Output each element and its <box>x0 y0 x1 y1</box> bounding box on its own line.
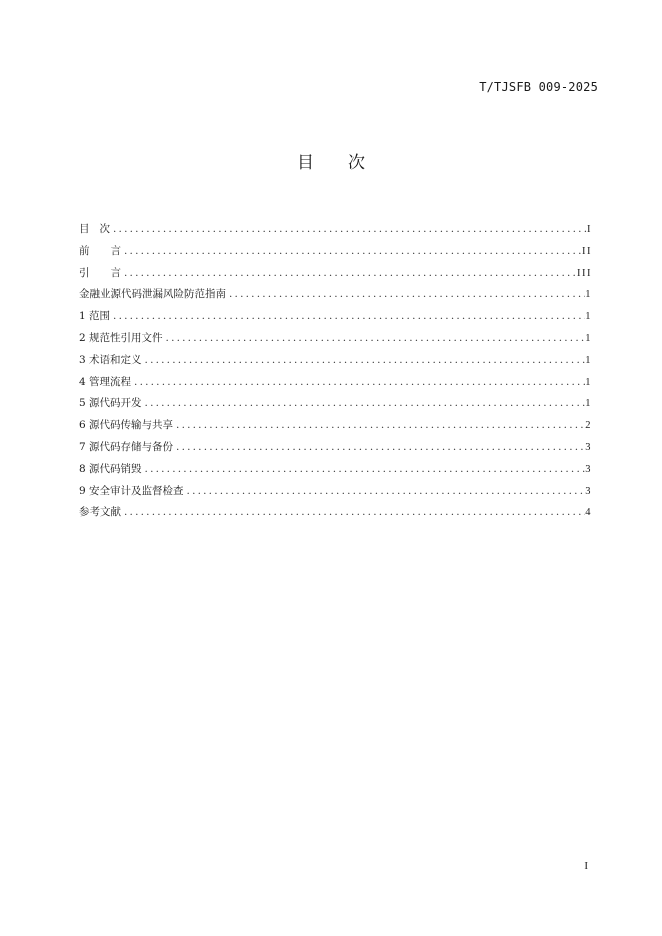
toc-entry-foreword[interactable] <box>79 243 592 265</box>
toc-entry-label: 前 言 <box>79 244 121 257</box>
toc-entry-page: 1 <box>585 376 592 388</box>
toc-entry-page: 4 <box>585 507 592 519</box>
toc-leader-dots <box>132 376 585 388</box>
toc-leader-dots <box>143 463 586 475</box>
toc-entry-label: 引 言 <box>79 266 121 279</box>
toc-entry-page: 1 <box>585 354 592 366</box>
toc-entry-terms-definitions[interactable] <box>79 352 592 374</box>
toc-entry-page: I <box>587 224 592 235</box>
toc-entry-contents[interactable] <box>79 221 592 243</box>
toc-entry-label: 5 源代码开发 <box>79 397 142 410</box>
toc-entry-source-destruction[interactable] <box>79 461 592 483</box>
toc-leader-dots <box>174 441 585 453</box>
page-number: I <box>584 860 588 872</box>
toc-entry-label: 2 规范性引用文件 <box>79 331 163 344</box>
toc-entry-page: 1 <box>585 398 592 410</box>
toc-leader-dots <box>122 245 582 257</box>
toc-entry-page: 1 <box>585 332 592 344</box>
toc-entry-page: II <box>582 245 592 257</box>
toc-entry-page: 3 <box>585 485 592 497</box>
toc-leader-dots <box>174 419 585 431</box>
toc-leader-dots <box>143 397 586 409</box>
document-code: T/TJSFB 009-2025 <box>479 80 598 94</box>
toc-leader-dots <box>227 288 585 300</box>
toc-entry-source-transfer-sharing[interactable] <box>79 417 592 439</box>
toc-entry-guide-title[interactable] <box>79 286 592 308</box>
toc-entry-label: 3 术语和定义 <box>79 353 142 366</box>
table-of-contents <box>79 221 592 526</box>
toc-leader-dots <box>122 267 577 279</box>
toc-entry-label: 金融业源代码泄漏风险防范指南 <box>79 288 226 301</box>
toc-entry-page: 3 <box>585 441 592 453</box>
toc-entry-label: 6 源代码传输与共享 <box>79 419 174 432</box>
toc-entry-bibliography[interactable] <box>79 504 592 526</box>
toc-leader-dots <box>143 354 586 366</box>
toc-entry-security-audit[interactable] <box>79 483 592 505</box>
toc-leader-dots <box>111 223 587 235</box>
toc-entry-page: 1 <box>585 289 592 301</box>
toc-entry-normative-references[interactable] <box>79 330 592 352</box>
toc-entry-page: III <box>577 267 592 279</box>
toc-leader-dots <box>185 485 586 497</box>
toc-leader-dots <box>164 332 586 344</box>
toc-entry-management-process[interactable] <box>79 374 592 396</box>
toc-entry-introduction[interactable] <box>79 265 592 287</box>
page-title-char-2: 次 <box>348 153 365 173</box>
toc-entry-source-storage-backup[interactable] <box>79 439 592 461</box>
toc-leader-dots <box>122 506 585 518</box>
toc-entry-page: 1 <box>585 311 592 323</box>
toc-entry-scope[interactable] <box>79 308 592 330</box>
toc-entry-label: 7 源代码存储与备份 <box>79 440 174 453</box>
toc-leader-dots <box>111 310 585 322</box>
toc-entry-page: 3 <box>585 463 592 475</box>
toc-entry-label: 9 安全审计及监督检查 <box>79 484 184 497</box>
page-title <box>0 148 662 173</box>
toc-entry-label: 参考文献 <box>79 506 121 519</box>
toc-entry-source-development[interactable] <box>79 395 592 417</box>
toc-entry-label: 1 范围 <box>79 310 111 323</box>
toc-entry-label: 8 源代码销毁 <box>79 462 142 475</box>
page-title-char-1: 目 <box>297 153 314 173</box>
toc-entry-page: 2 <box>585 420 592 432</box>
toc-entry-label: 4 管理流程 <box>79 375 132 388</box>
toc-entry-label: 目 次 <box>79 223 110 235</box>
